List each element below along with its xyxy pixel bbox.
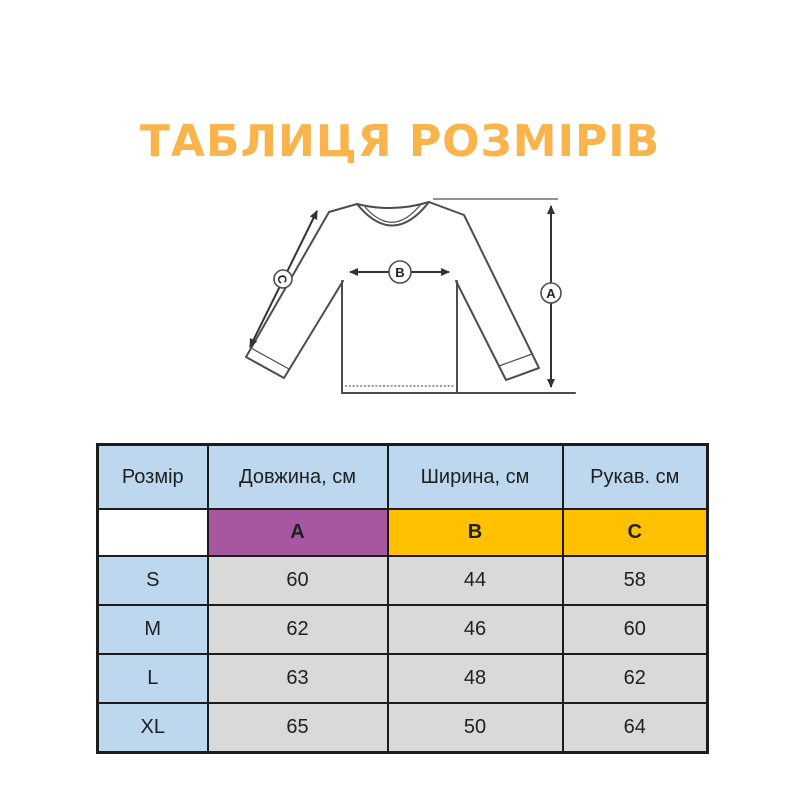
measure-cell-a: A bbox=[208, 509, 388, 556]
length-cell: 63 bbox=[208, 654, 388, 703]
table-row bbox=[98, 703, 708, 753]
shirt-diagram bbox=[220, 183, 590, 413]
measure-c-label: C bbox=[274, 273, 290, 285]
length-cell: 60 bbox=[208, 556, 388, 605]
page-title: ТАБЛИЦЯ РОЗМІРІВ bbox=[139, 116, 661, 167]
measure-a-marker bbox=[541, 283, 561, 303]
header-cell-size: Розмір bbox=[98, 445, 208, 510]
measure-c-marker bbox=[274, 270, 292, 288]
sleeve-cell: 64 bbox=[563, 703, 708, 753]
header-cell-length: Довжина, см bbox=[208, 445, 388, 510]
size-table bbox=[96, 443, 709, 754]
header-cell-width: Ширина, см bbox=[388, 445, 563, 510]
size-cell: S bbox=[98, 556, 208, 605]
measure-cell-b: B bbox=[388, 509, 563, 556]
blank-cell bbox=[98, 509, 208, 556]
table-row bbox=[98, 654, 708, 703]
width-cell: 44 bbox=[388, 556, 563, 605]
sleeve-cell: 58 bbox=[563, 556, 708, 605]
size-cell: L bbox=[98, 654, 208, 703]
table-header-row bbox=[98, 445, 708, 510]
sleeve-cell: 60 bbox=[563, 605, 708, 654]
length-cell: 65 bbox=[208, 703, 388, 753]
header-cell-sleeve: Рукав. см bbox=[563, 445, 708, 510]
table-row bbox=[98, 605, 708, 654]
measure-a-label: A bbox=[546, 286, 556, 301]
measure-b-label: B bbox=[395, 265, 405, 280]
width-cell: 46 bbox=[388, 605, 563, 654]
shirt-outline-icon bbox=[246, 199, 575, 393]
table-row bbox=[98, 556, 708, 605]
size-cell: M bbox=[98, 605, 208, 654]
size-cell: XL bbox=[98, 703, 208, 753]
measure-b-marker bbox=[389, 261, 411, 283]
measure-cell-c: C bbox=[563, 509, 708, 556]
sleeve-cell: 62 bbox=[563, 654, 708, 703]
width-cell: 48 bbox=[388, 654, 563, 703]
measure-letter-row bbox=[98, 509, 708, 556]
width-cell: 50 bbox=[388, 703, 563, 753]
length-cell: 62 bbox=[208, 605, 388, 654]
